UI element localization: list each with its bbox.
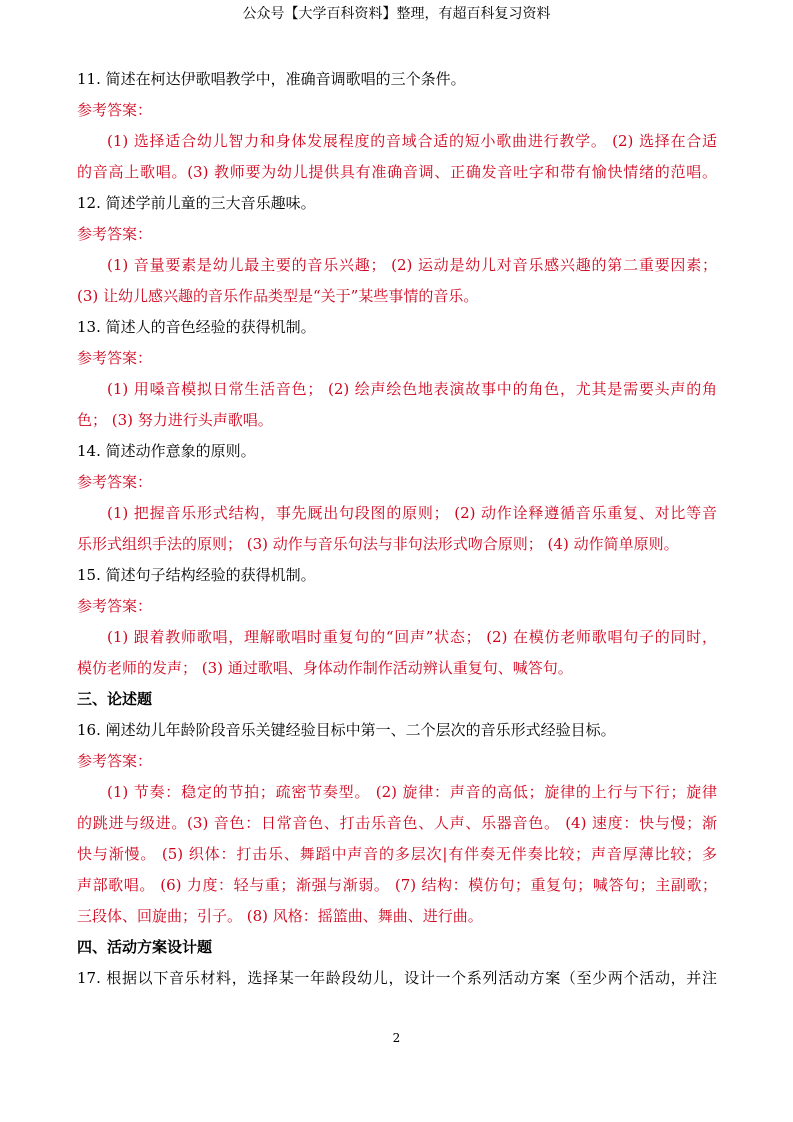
reference-answer-label: 参考答案： [77,225,153,243]
answer-line: 三段体、回旋曲；引子。 (8) 风格：摇篮曲、舞曲、进行曲。 [77,907,483,925]
question-line: 16. 阐述幼儿年龄阶段音乐关键经验目标中第一、二个层次的音乐形式经验目标。 [77,721,616,739]
reference-answer-label: 参考答案： [77,752,153,770]
question-line: 14. 简述动作意象的原则。 [77,442,256,460]
document-body [77,64,717,994]
question-line: 12. 简述学前儿童的三大音乐趣味。 [77,194,316,212]
answer-line: 声部歌唱。 (6) 力度：轻与重；渐强与渐弱。 (7) 结构：模仿句；重复句；喊答句；主副歌； [77,876,717,894]
reference-answer-label: 参考答案： [77,349,153,367]
question-line: 17. 根据以下音乐材料，选择某一年龄段幼儿，设计一个系列活动方案（至少两个活动，并注 [77,969,717,987]
answer-line: 模仿老师的发声； (3) 通过歌唱、身体动作制作活动辨认重复句、喊答句。 [77,659,573,677]
answer-line: (1) 跟着教师歌唱，理解歌唱时重复句的“回声”状态； (2) 在模仿老师歌唱句子的同时， [107,628,717,646]
section-heading: 三、论述题 [77,690,153,708]
answer-line: 的跳进与级进。(3) 音色：日常音色、打击乐音色、人声、乐器音色。 (4) 速度：快与慢；渐 [77,814,717,832]
answer-line: 快与渐慢。 (5) 织体：打击乐、舞蹈中声音的多层次|有伴奏无伴奏比较；声音厚薄比较；多 [77,845,717,863]
page-header: 公众号【大学百科资料】整理，有超百科复习资料 [242,6,551,22]
reference-answer-label: 参考答案： [77,597,153,615]
answer-line: 的音高上歌唱。(3) 教师要为幼儿提供具有准确音调、正确发音吐字和带有愉快情绪的范唱。 [77,163,717,181]
answer-line: (3) 让幼儿感兴趣的音乐作品类型是“关于”某些事情的音乐。 [77,287,479,305]
reference-answer-label: 参考答案： [77,473,153,491]
reference-answer-label: 参考答案： [77,101,153,119]
question-line: 11. 简述在柯达伊歌唱教学中，准确音调歌唱的三个条件。 [77,70,466,88]
answer-line: (1) 节奏：稳定的节拍；疏密节奏型。 (2) 旋律：声音的高低；旋律的上行与下行；旋律 [107,783,717,801]
section-heading: 四、活动方案设计题 [77,938,213,956]
question-line: 13. 简述人的音色经验的获得机制。 [77,318,316,336]
answer-line: (1) 把握音乐形式结构，事先厩出句段图的原则； (2) 动作诠释遵循音乐重复、对比等音 [107,504,717,522]
question-line: 15. 简述句子结构经验的获得机制。 [77,566,316,584]
page-number: 2 [392,1031,401,1045]
answer-line: (1) 音量要素是幼儿最主要的音乐兴趣； (2) 运动是幼儿对音乐感兴趣的第二重要因素； [107,256,717,274]
answer-line: (1) 选择适合幼儿智力和身体发展程度的音域合适的短小歌曲进行教学。 (2) 选择在合适 [107,132,717,150]
answer-line: 乐形式组织手法的原则； (3) 动作与音乐句法与非句法形式吻合原则； (4) 动作简单原则。 [77,535,679,553]
answer-line: (1) 用嗓音模拟日常生活音色； (2) 绘声绘色地表演故事中的角色，尤其是需要头声的角 [107,380,717,398]
answer-line: 色； (3) 努力进行头声歌唱。 [77,411,273,429]
